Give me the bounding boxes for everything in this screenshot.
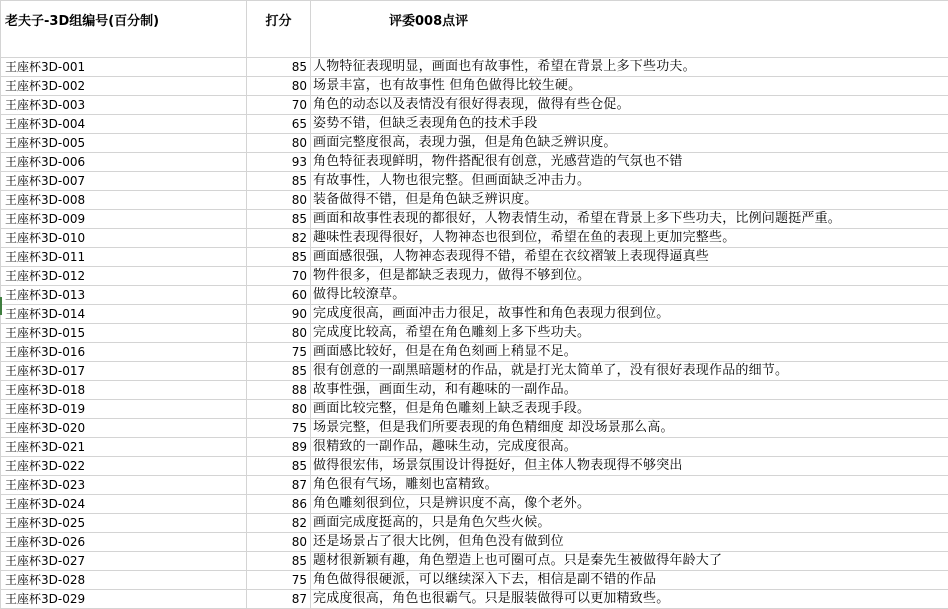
entry-id-cell[interactable]: 王座杯3D-018 xyxy=(1,381,247,400)
comment-cell[interactable]: 画面感比较好，但是在角色刻画上稍显不足。 xyxy=(311,343,948,362)
score-cell[interactable]: 80 xyxy=(247,533,311,552)
table-row xyxy=(1,533,948,552)
table-row xyxy=(1,457,948,476)
score-cell[interactable]: 70 xyxy=(247,267,311,286)
table-row xyxy=(1,172,948,191)
entry-id-cell[interactable]: 王座杯3D-004 xyxy=(1,115,247,134)
comment-cell[interactable]: 画面比较完整，但是角色雕刻上缺乏表现手段。 xyxy=(311,400,948,419)
score-cell[interactable]: 85 xyxy=(247,172,311,191)
entry-id-cell[interactable]: 王座杯3D-024 xyxy=(1,495,247,514)
score-cell[interactable]: 80 xyxy=(247,324,311,343)
table-row xyxy=(1,267,948,286)
score-cell[interactable]: 85 xyxy=(247,552,311,571)
score-cell[interactable]: 75 xyxy=(247,419,311,438)
score-cell[interactable]: 87 xyxy=(247,590,311,609)
entry-id-cell[interactable]: 王座杯3D-002 xyxy=(1,77,247,96)
entry-id-cell[interactable]: 王座杯3D-021 xyxy=(1,438,247,457)
comment-cell[interactable]: 角色的动态以及表情没有很好得表现，做得有些仓促。 xyxy=(311,96,948,115)
comment-cell[interactable]: 做得很宏伟，场景氛围设计得挺好，但主体人物表现得不够突出 xyxy=(311,457,948,476)
header-name[interactable]: 老夫子-3D组编号(百分制) xyxy=(1,1,247,58)
entry-id-cell[interactable]: 王座杯3D-010 xyxy=(1,229,247,248)
header-comment[interactable]: 评委008点评 xyxy=(311,1,948,58)
score-cell[interactable]: 82 xyxy=(247,514,311,533)
table-row xyxy=(1,400,948,419)
table-row xyxy=(1,362,948,381)
table-row xyxy=(1,248,948,267)
comment-cell[interactable]: 很有创意的一副黑暗题材的作品，就是打光太简单了，没有很好表现作品的细节。 xyxy=(311,362,948,381)
entry-id-cell[interactable]: 王座杯3D-003 xyxy=(1,96,247,115)
table-row xyxy=(1,305,948,324)
entry-id-cell[interactable]: 王座杯3D-001 xyxy=(1,58,247,77)
table-row xyxy=(1,210,948,229)
table-row xyxy=(1,381,948,400)
entry-id-cell[interactable]: 王座杯3D-017 xyxy=(1,362,247,381)
entry-id-cell[interactable]: 王座杯3D-019 xyxy=(1,400,247,419)
comment-cell[interactable]: 画面感很强，人物神态表现得不错，希望在衣纹褶皱上表现得逼真些 xyxy=(311,248,948,267)
table-row xyxy=(1,153,948,172)
comment-cell[interactable]: 角色做得很硬派，可以继续深入下去，相信是副不错的作品 xyxy=(311,571,948,590)
comment-cell[interactable]: 做得比较潦草。 xyxy=(311,286,948,305)
comment-cell[interactable]: 画面和故事性表现的都很好，人物表情生动，希望在背景上多下些功夫，比例问题挺严重。 xyxy=(311,210,948,229)
score-cell[interactable]: 93 xyxy=(247,153,311,172)
entry-id-cell[interactable]: 王座杯3D-006 xyxy=(1,153,247,172)
entry-id-cell[interactable]: 王座杯3D-009 xyxy=(1,210,247,229)
table-body xyxy=(1,58,948,609)
score-cell[interactable]: 88 xyxy=(247,381,311,400)
comment-cell[interactable]: 还是场景占了很大比例，但角色没有做到位 xyxy=(311,533,948,552)
comment-cell[interactable]: 物件很多，但是都缺乏表现力，做得不够到位。 xyxy=(311,267,948,286)
score-cell[interactable]: 85 xyxy=(247,248,311,267)
entry-id-cell[interactable]: 王座杯3D-008 xyxy=(1,191,247,210)
table-row xyxy=(1,77,948,96)
score-cell[interactable]: 89 xyxy=(247,438,311,457)
score-cell[interactable]: 75 xyxy=(247,571,311,590)
header-score[interactable]: 打分 xyxy=(247,1,311,58)
score-cell[interactable]: 85 xyxy=(247,457,311,476)
table-row xyxy=(1,134,948,153)
score-cell[interactable]: 80 xyxy=(247,134,311,153)
score-cell[interactable]: 90 xyxy=(247,305,311,324)
comment-cell[interactable]: 姿势不错，但缺乏表现角色的技术手段 xyxy=(311,115,948,134)
comment-cell[interactable]: 画面完成度挺高的，只是角色欠些火候。 xyxy=(311,514,948,533)
score-cell[interactable]: 80 xyxy=(247,400,311,419)
table-row xyxy=(1,96,948,115)
entry-id-cell[interactable]: 王座杯3D-015 xyxy=(1,324,247,343)
comment-cell[interactable]: 角色雕刻很到位，只是辨识度不高，像个老外。 xyxy=(311,495,948,514)
table-row xyxy=(1,495,948,514)
table-row xyxy=(1,343,948,362)
comment-cell[interactable]: 故事性强，画面生动，和有趣味的一副作品。 xyxy=(311,381,948,400)
entry-id-cell[interactable]: 王座杯3D-011 xyxy=(1,248,247,267)
table-row xyxy=(1,58,948,77)
comment-cell[interactable]: 角色特征表现鲜明，物件搭配很有创意，光感营造的气氛也不错 xyxy=(311,153,948,172)
score-cell[interactable]: 86 xyxy=(247,495,311,514)
score-cell[interactable]: 80 xyxy=(247,191,311,210)
comment-cell[interactable]: 装备做得不错，但是角色缺乏辨识度。 xyxy=(311,191,948,210)
entry-id-cell[interactable]: 王座杯3D-005 xyxy=(1,134,247,153)
table-row xyxy=(1,552,948,571)
score-cell[interactable]: 75 xyxy=(247,343,311,362)
table-row xyxy=(1,286,948,305)
entry-id-cell[interactable]: 王座杯3D-016 xyxy=(1,343,247,362)
entry-id-cell[interactable]: 王座杯3D-028 xyxy=(1,571,247,590)
comment-cell[interactable]: 场景丰富，也有故事性 但角色做得比较生硬。 xyxy=(311,77,948,96)
entry-id-cell[interactable]: 王座杯3D-029 xyxy=(1,590,247,609)
table-row xyxy=(1,115,948,134)
score-cell[interactable]: 85 xyxy=(247,58,311,77)
table-row xyxy=(1,229,948,248)
table-row xyxy=(1,324,948,343)
comment-cell[interactable]: 趣味性表现得很好，人物神态也很到位，希望在鱼的表现上更加完整些。 xyxy=(311,229,948,248)
comment-cell[interactable]: 完成度比较高，希望在角色雕刻上多下些功夫。 xyxy=(311,324,948,343)
table-row xyxy=(1,476,948,495)
comment-cell[interactable]: 完成度很高，画面冲击力很足，故事性和角色表现力很到位。 xyxy=(311,305,948,324)
entry-id-cell[interactable]: 王座杯3D-026 xyxy=(1,533,247,552)
entry-id-cell[interactable]: 王座杯3D-027 xyxy=(1,552,247,571)
comment-cell[interactable]: 题材很新颖有趣，角色塑造上也可圈可点。只是秦先生被做得年龄大了 xyxy=(311,552,948,571)
entry-id-cell[interactable]: 王座杯3D-012 xyxy=(1,267,247,286)
comment-cell[interactable]: 有故事性，人物也很完整。但画面缺乏冲击力。 xyxy=(311,172,948,191)
comment-cell[interactable]: 场景完整，但是我们所要表现的角色精细度 却没场景那么高。 xyxy=(311,419,948,438)
score-cell[interactable]: 70 xyxy=(247,96,311,115)
comment-cell[interactable]: 画面完整度很高，表现力强，但是角色缺乏辨识度。 xyxy=(311,134,948,153)
entry-id-cell[interactable]: 王座杯3D-022 xyxy=(1,457,247,476)
table-row xyxy=(1,571,948,590)
entry-id-cell[interactable]: 王座杯3D-023 xyxy=(1,476,247,495)
entry-id-cell[interactable]: 王座杯3D-025 xyxy=(1,514,247,533)
active-cell-marker xyxy=(0,297,2,315)
score-cell[interactable]: 85 xyxy=(247,210,311,229)
header-row xyxy=(1,1,948,58)
comment-cell[interactable]: 角色很有气场，雕刻也富精致。 xyxy=(311,476,948,495)
score-cell[interactable]: 82 xyxy=(247,229,311,248)
entry-id-cell[interactable]: 王座杯3D-007 xyxy=(1,172,247,191)
entry-id-cell[interactable]: 王座杯3D-013 xyxy=(1,286,247,305)
table-row xyxy=(1,514,948,533)
score-cell[interactable]: 65 xyxy=(247,115,311,134)
score-cell[interactable]: 85 xyxy=(247,362,311,381)
table-row xyxy=(1,191,948,210)
comment-cell[interactable]: 完成度很高，角色也很霸气。只是服装做得可以更加精致些。 xyxy=(311,590,948,609)
score-cell[interactable]: 80 xyxy=(247,77,311,96)
table-row xyxy=(1,438,948,457)
score-cell[interactable]: 87 xyxy=(247,476,311,495)
score-cell[interactable]: 60 xyxy=(247,286,311,305)
table-row xyxy=(1,590,948,609)
comment-cell[interactable]: 人物特征表现明显，画面也有故事性，希望在背景上多下些功夫。 xyxy=(311,58,948,77)
entry-id-cell[interactable]: 王座杯3D-014 xyxy=(1,305,247,324)
table-row xyxy=(1,419,948,438)
entry-id-cell[interactable]: 王座杯3D-020 xyxy=(1,419,247,438)
comment-cell[interactable]: 很精致的一副作品，趣味生动，完成度很高。 xyxy=(311,438,948,457)
